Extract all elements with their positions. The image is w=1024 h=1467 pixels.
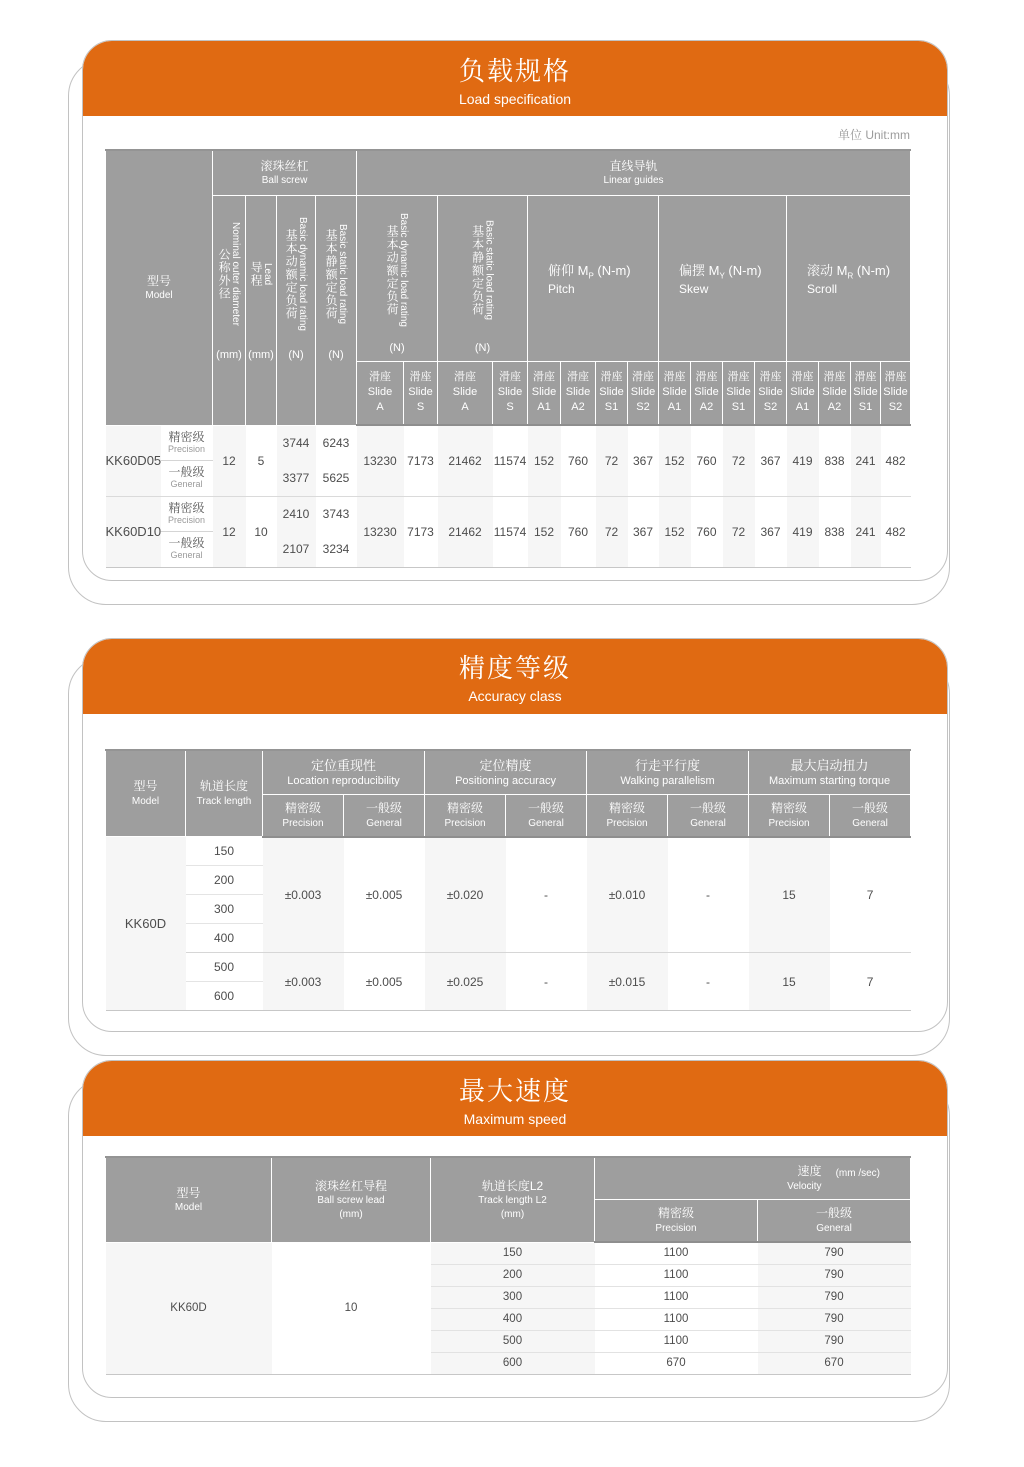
slide-col-header: 滑座 Slide A [357,361,404,425]
value-cell: 838 [819,425,851,496]
value-cell: 367 [628,425,659,496]
track-l2-cell: 150 [431,1242,595,1264]
col-header-model: 型号 Model [106,1157,272,1242]
sub-header-general: 一般级 General [344,795,425,837]
value-cell: 12 [213,496,246,567]
max-speed-card [82,1060,948,1398]
col-header-static-load: 基本静额定负荷 Basic static load rating (N) [316,195,357,425]
value-cell: - [506,837,587,953]
value-cell: ±0.003 [263,953,344,1011]
value-cell: 790 [758,1242,911,1264]
group-header-max-starting-torque: 最大启动扭力 Maximum starting torque [749,750,911,795]
value-cell: ±0.005 [344,953,425,1011]
value-cell: 1100 [595,1264,758,1286]
slide-col-header: 滑座 Slide A2 [561,361,596,425]
value-cell: ±0.015 [587,953,668,1011]
value-cell: ±0.025 [425,953,506,1011]
value-cell: ±0.003 [263,837,344,953]
value-cell: 1100 [595,1330,758,1352]
model-cell: KK60D10 [106,496,161,567]
sub-header-precision: 精密级 Precision [425,795,506,837]
value-cell: - [668,837,749,953]
value-cell: 152 [659,425,691,496]
value-cell: 790 [758,1264,911,1286]
slide-col-header: 滑座 Slide A2 [691,361,723,425]
value-cell: 790 [758,1308,911,1330]
slide-col-header: 滑座 Slide S1 [723,361,755,425]
value-cell: 760 [691,496,723,567]
sub-header-general: 一般级 General [506,795,587,837]
value-cell: 11574 [493,425,528,496]
group-header-velocity: 速度 Velocity (mm /sec) [595,1157,911,1199]
col-header-model: 型号 Model [106,150,213,425]
accuracy-class-header [83,639,947,714]
sub-header-precision: 精密级 Precision [587,795,668,837]
load-spec-card [82,40,948,581]
slide-col-header: 滑座 Slide A2 [819,361,851,425]
track-l2-cell: 300 [431,1286,595,1308]
table-row [106,837,911,866]
value-cell: 72 [723,425,755,496]
accuracy-class-card [82,638,948,1033]
group-header-positioning-accuracy: 定位精度 Positioning accuracy [425,750,587,795]
slide-col-header: 滑座 Slide S1 [851,361,881,425]
accuracy-title-en: Accuracy class [468,688,562,704]
value-cell: 1100 [595,1242,758,1264]
value-cell: 15 [749,953,830,1011]
slide-col-header: 滑座 Slide S2 [628,361,659,425]
value-cell: 419 [787,496,819,567]
slide-col-header: 滑座 Slide A1 [787,361,819,425]
value-cell: 1100 [595,1308,758,1330]
sub-header-precision: 精密级 Precision [749,795,830,837]
value-cell: 482 [881,496,911,567]
track-length-cell: 500 [186,953,263,982]
value-cell: 7 [830,953,911,1011]
track-length-cell: 150 [186,837,263,866]
table-row [106,496,911,567]
value-cell: 790 [758,1330,911,1352]
value-cell: 790 [758,1286,911,1308]
col-header-track-length: 轨道长度 Track length [186,750,263,837]
accuracy-title-cn: 精度等级 [458,653,571,683]
lead-cell: 10 [272,1242,431,1374]
value-cell: - [506,953,587,1011]
track-length-cell: 400 [186,924,263,953]
model-cell: KK60D05 [106,425,161,496]
value-cell: 10 [246,496,277,567]
value-cell: 241 [851,496,881,567]
max-speed-table [105,1156,911,1375]
track-l2-cell: 200 [431,1264,595,1286]
value-cell: 15 [749,837,830,953]
max-speed-title-en: Maximum speed [463,1110,567,1127]
value-cell: 13230 [357,425,404,496]
value-cell: 13230 [357,496,404,567]
value-cell: 367 [755,496,787,567]
sub-header-general: 一般级 General [830,795,911,837]
slide-col-header: 滑座 Slide S [493,361,528,425]
group-header-location-reproducibility: 定位重现性 Location reproducibility [263,750,425,795]
value-cell: 72 [723,496,755,567]
grade-cell: 精密级 Precision 一般级 General [161,496,213,567]
grade-cell: 精密级 Precision 一般级 General [161,425,213,496]
value-cell: - [668,953,749,1011]
unit-note: 单位 Unit:mm [837,128,910,142]
slide-col-header: 滑座 Slide A [438,361,493,425]
col-header-scroll: 滚动 $M_R$ (N-m) Scroll [787,195,911,361]
value-cell: 7173 [404,425,438,496]
slide-col-header: 滑座 Slide S2 [755,361,787,425]
table-row [106,1242,911,1264]
group-header-linear-guides: 直线导轨 Linear guides [357,150,911,195]
slide-col-header: 滑座 Slide A1 [528,361,561,425]
model-cell: KK60D [106,837,186,1011]
max-speed-header [83,1061,947,1136]
value-cell: 7 [830,837,911,953]
track-l2-cell: 600 [431,1352,595,1374]
track-length-cell: 200 [186,866,263,895]
track-length-cell: 600 [186,982,263,1011]
value-cell: 1100 [595,1286,758,1308]
col-header-pitch: 俯仰 $M_P$ (N-m) Pitch [528,195,659,361]
col-header-model: 型号 Model [106,750,186,837]
col-header-dynamic-load: 基本动额定负荷 Basic dynamic load rating (N) [277,195,316,425]
value-cell: 21462 [438,425,493,496]
col-header-ball-screw-lead: 滚珠丝杠导程 Ball screw lead (mm) [272,1157,431,1242]
col-header-lead: 导程 Lead (mm) [246,195,277,425]
value-cell: 838 [819,496,851,567]
value-cell: 760 [561,496,596,567]
slide-col-header: 滑座 Slide S [404,361,438,425]
col-header-skew: 偏摆 $M_Y$ (N-m) Skew [659,195,787,361]
value-cell: 72 [596,496,628,567]
value-cell: 6243 5625 [316,425,357,496]
col-header-track-length-l2: 轨道长度L2 Track length L2 (mm) [431,1157,595,1242]
group-header-ball-screw: 滚珠丝杠 Ball screw [213,150,357,195]
sub-header-general: 一般级 General [758,1199,911,1242]
value-cell: ±0.020 [425,837,506,953]
load-spec-title-cn: 负载规格 [458,55,571,86]
sub-header-general: 一般级 General [668,795,749,837]
value-cell: 7173 [404,496,438,567]
value-cell: 12 [213,425,246,496]
slide-col-header: 滑座 Slide A1 [659,361,691,425]
value-cell: 152 [528,496,561,567]
accuracy-class-table [105,749,911,1012]
max-speed-title-cn: 最大速度 [458,1075,571,1106]
slide-col-header: 滑座 Slide S1 [596,361,628,425]
sub-header-precision: 精密级 Precision [595,1199,758,1242]
value-cell: 21462 [438,496,493,567]
value-cell: 5 [246,425,277,496]
col-header-lg-static-load: 基本静额定负荷 Basic static load rating (N) [438,195,528,361]
value-cell: 152 [528,425,561,496]
value-cell: 670 [758,1352,911,1374]
value-cell: 760 [561,425,596,496]
value-cell: 2410 2107 [277,496,316,567]
value-cell: 367 [755,425,787,496]
group-header-walking-parallelism: 行走平行度 Walking parallelism [587,750,749,795]
value-cell: 419 [787,425,819,496]
sub-header-precision: 精密级 Precision [263,795,344,837]
value-cell: 760 [691,425,723,496]
value-cell: 72 [596,425,628,496]
value-cell: 367 [628,496,659,567]
load-spec-table [105,149,911,568]
model-cell: KK60D [106,1242,272,1374]
table-row [106,953,911,982]
value-cell: 482 [881,425,911,496]
value-cell: 670 [595,1352,758,1374]
value-cell: ±0.010 [587,837,668,953]
col-header-outer-diameter: 公称外径 Nominal outer diameter (mm) [213,195,246,425]
track-l2-cell: 400 [431,1308,595,1330]
load-spec-header [83,41,947,116]
value-cell: 3744 3377 [277,425,316,496]
value-cell: ±0.005 [344,837,425,953]
track-l2-cell: 500 [431,1330,595,1352]
slide-col-header: 滑座 Slide S2 [881,361,911,425]
load-spec-title-en: Load specification [458,90,572,107]
value-cell: 152 [659,496,691,567]
value-cell: 11574 [493,496,528,567]
col-header-lg-dynamic-load: 基本动额定负荷 Basic dynamic load rating (N) [357,195,438,361]
value-cell: 241 [851,425,881,496]
value-cell: 3743 3234 [316,496,357,567]
table-row [106,425,911,496]
track-length-cell: 300 [186,895,263,924]
